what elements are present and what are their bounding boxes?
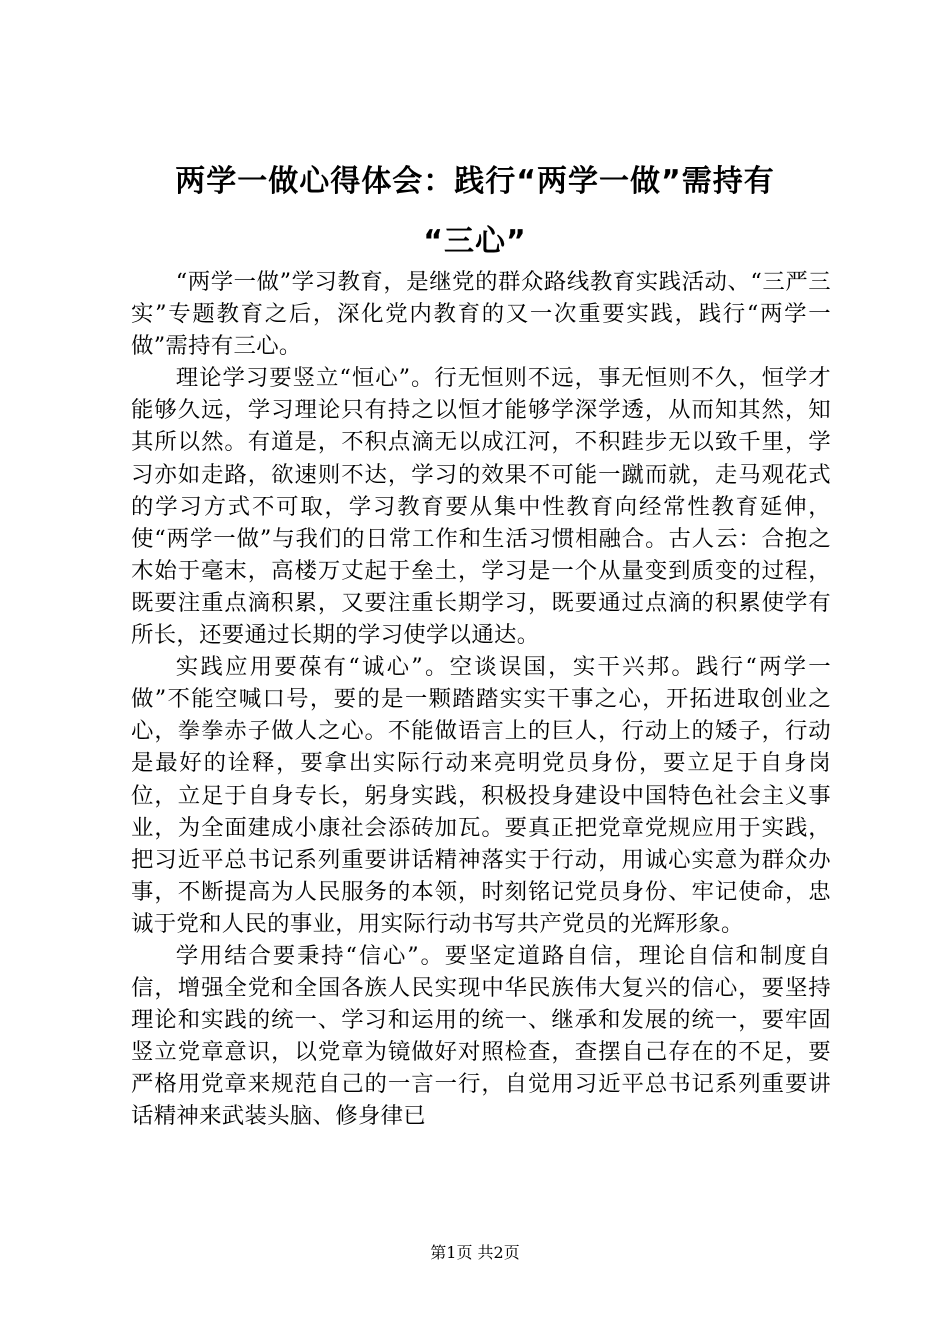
paragraph-intro: “两学一做”学习教育，是继党的群众路线教育实践活动、“三严三实”专题教育之后，深化党内教育的又一次重要实践，践行“两学一做”需持有三心。: [131, 269, 831, 360]
paragraph-confidence: 学用结合要秉持“信心”。要坚定道路自信，理论自信和制度自信，增强全党和全国各族人民实现中华民族伟大复兴的信心，要坚持理论和实践的统一、学习和运用的统一、继承和发展的统一，要牢固竖立党章意识，以党章为镜做好对照检查，查摆自己存在的不足，要严格用党章来规范自己的一言一行，自觉用习近平总书记系列重要讲话精神来武装头脑、修身律已: [131, 942, 831, 1130]
page-number-footer: 第1页 共2页: [430, 1243, 520, 1262]
document-title-line-2: “三心”: [423, 224, 527, 259]
paragraph-sincerity: 实践应用要葆有“诚心”。空谈误国，实干兴邦。践行“两学一做”不能空喊口号，要的是一颗踏踏实实干事之心，开拓进取创业之心，拳拳赤子做人之心。不能做语言上的巨人，行动上的矮子，行动是最好的诠释，要拿出实际行动来亮明党员身份，要立足于自身岗位，立足于自身专长，躬身实践，积极投身建设中国特色社会主义事业，为全面建成小康社会添砖加瓦。要真正把党章党规应用于实践，把习近平总书记系列重要讲话精神落实于行动，用诚心实意为群众办事，不断提高为人民服务的本领，时刻铭记党员身份、牢记使命，忠诚于党和人民的事业，用实际行动书写共产党员的光辉形象。: [131, 654, 831, 937]
paragraph-perseverance: 理论学习要竖立“恒心”。行无恒则不远，事无恒则不久，恒学才能够久远，学习理论只有持之以恒才能够学深学透，从而知其然，知其所以然。有道是，不积点滴无以成江河，不积跬步无以致千里，学习亦如走路，欲速则不达，学习的效果不可能一蹴而就，走马观花式的学习方式不可取，学习教育要从集中性教育向经常性教育延伸，使“两学一做”与我们的日常工作和生活习惯相融合。古人云：合抱之木始于毫末，高楼万丈起于垒土，学习是一个从量变到质变的过程，既要注重点滴积累，又要注重长期学习，既要通过点滴的积累使学有所长，还要通过长期的学习使学以通达。: [131, 365, 831, 649]
document-title-line-1: 两学一做心得体会：践行“两学一做”需持有: [175, 164, 775, 199]
document-body: [131, 266, 831, 1133]
